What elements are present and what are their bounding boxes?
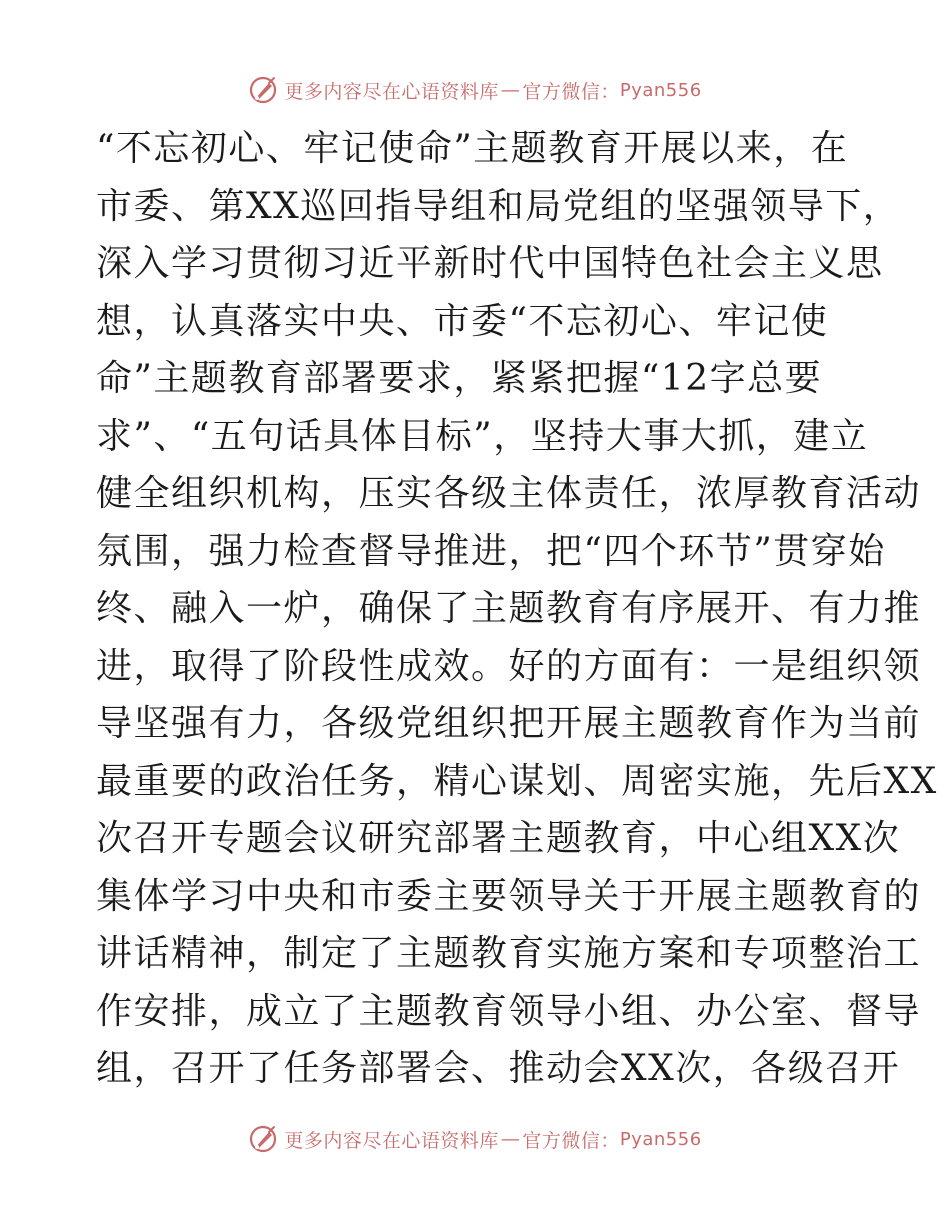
document-line: 命”主题教育部署要求，紧紧把握“12字总要: [96, 358, 823, 399]
document-line: 次召开专题会议研究部署主题教育，中心组XX次: [96, 818, 901, 859]
document-line: 导坚强有力，各级党组织把开展主题教育作为当前: [96, 703, 922, 744]
quill-pen-seal-icon: [248, 75, 278, 105]
watermark-separator: —: [500, 79, 521, 101]
header-watermark: [0, 72, 950, 108]
watermark-main-text: 更多内容尽在心语资料库: [284, 80, 499, 103]
watermark-separator: —: [500, 1128, 521, 1150]
document-line: “不忘初心、牢记使命”主题教育开展以来，在: [96, 128, 849, 169]
document-line: 氛围，强力检查督导推进，把“四个环节”贯穿始: [96, 530, 886, 572]
document-line: 进，取得了阶段性成效。好的方面有：一是组织领: [96, 645, 922, 687]
watermark-wechat-label: 官方微信：: [522, 1129, 620, 1152]
footer-watermark: [0, 1121, 950, 1157]
watermark-main-text: 更多内容尽在心语资料库: [284, 1129, 499, 1152]
document-line: 最重要的政治任务，精心谋划、周密实施，先后XX: [96, 760, 938, 802]
document-line: 组，召开了任务部署会、推动会XX次，各级召开: [96, 1048, 901, 1089]
quill-pen-seal-icon: [248, 1124, 278, 1154]
document-line: 想，认真落实中央、市委“不忘初心、牢记使: [96, 300, 829, 342]
document-line: 作安排，成立了主题教育领导小组、办公室、督导: [96, 990, 922, 1032]
document-line: 求”、“五句话具体目标”，坚持大事大抓，建立: [96, 415, 869, 457]
document-line: 市委、第XX巡回指导组和局党组的坚强领导下，: [96, 185, 901, 227]
watermark-wechat-id: Pyan556: [619, 79, 702, 101]
document-line: 深入学习贯彻习近平新时代中国特色社会主义思: [96, 243, 884, 284]
document-body: [96, 120, 938, 1098]
document-line: 讲话精神，制定了主题教育实施方案和专项整治工: [96, 933, 922, 974]
watermark-wechat-id: Pyan556: [619, 1128, 702, 1150]
watermark-wechat-label: 官方微信：: [522, 80, 620, 103]
document-line: 健全组织机构，压实各级主体责任，浓厚教育活动: [96, 473, 922, 514]
document-line: 终、融入一炉，确保了主题教育有序展开、有力推: [96, 588, 922, 629]
document-line: 集体学习中央和市委主要领导关于开展主题教育的: [96, 875, 922, 917]
